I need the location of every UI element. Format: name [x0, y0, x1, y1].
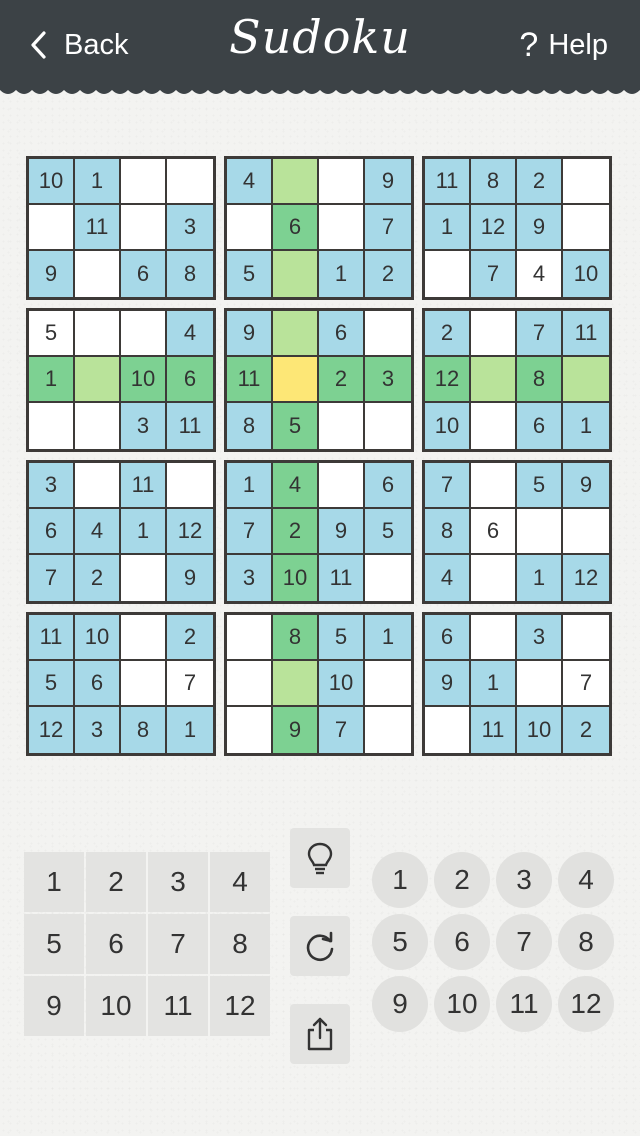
- sudoku-cell[interactable]: [273, 159, 319, 205]
- sudoku-cell[interactable]: 12: [471, 205, 517, 251]
- board-block: [422, 612, 612, 756]
- sudoku-cell[interactable]: 6: [425, 615, 471, 661]
- sudoku-cell[interactable]: [227, 661, 273, 707]
- sudoku-cell[interactable]: 5: [365, 509, 411, 555]
- sudoku-cell[interactable]: 2: [75, 555, 121, 601]
- sudoku-cell[interactable]: 7: [167, 661, 213, 707]
- sudoku-cell[interactable]: 6: [121, 251, 167, 297]
- board-block: [224, 612, 414, 756]
- back-label: Back: [64, 28, 129, 61]
- sudoku-cell[interactable]: 9: [273, 707, 319, 753]
- sudoku-cell[interactable]: 3: [167, 205, 213, 251]
- sudoku-cell[interactable]: 8: [517, 357, 563, 403]
- share-icon: [305, 1016, 335, 1052]
- number-key[interactable]: 11: [148, 976, 208, 1036]
- sudoku-cell[interactable]: [365, 403, 411, 449]
- sudoku-cell[interactable]: 8: [121, 707, 167, 753]
- header-wavy-edge: [0, 84, 640, 100]
- sudoku-cell[interactable]: 7: [365, 205, 411, 251]
- number-key[interactable]: 4: [210, 852, 270, 912]
- sudoku-cell[interactable]: 7: [29, 555, 75, 601]
- sudoku-cell[interactable]: [167, 463, 213, 509]
- pencil-number-key[interactable]: 3: [496, 852, 552, 908]
- sudoku-cell[interactable]: 3: [517, 615, 563, 661]
- sudoku-cell[interactable]: 3: [29, 463, 75, 509]
- sudoku-cell[interactable]: [471, 357, 517, 403]
- sudoku-cell[interactable]: [365, 707, 411, 753]
- sudoku-cell[interactable]: [121, 159, 167, 205]
- sudoku-cell[interactable]: [319, 463, 365, 509]
- number-key[interactable]: 8: [210, 914, 270, 974]
- pencil-number-key[interactable]: 5: [372, 914, 428, 970]
- sudoku-cell[interactable]: 1: [167, 707, 213, 753]
- pencil-number-key[interactable]: 9: [372, 976, 428, 1032]
- sudoku-cell[interactable]: 1: [29, 357, 75, 403]
- sudoku-cell[interactable]: [425, 707, 471, 753]
- sudoku-cell[interactable]: 11: [425, 159, 471, 205]
- sudoku-cell[interactable]: 1: [563, 403, 609, 449]
- pencil-number-key[interactable]: 11: [496, 976, 552, 1032]
- number-pad-square: [24, 852, 268, 1034]
- sudoku-cell[interactable]: 3: [75, 707, 121, 753]
- sudoku-cell[interactable]: 10: [121, 357, 167, 403]
- sudoku-cell[interactable]: 3: [365, 357, 411, 403]
- sudoku-cell[interactable]: 11: [29, 615, 75, 661]
- sudoku-cell[interactable]: [121, 311, 167, 357]
- board-block: [224, 308, 414, 452]
- sudoku-cell[interactable]: 10: [517, 707, 563, 753]
- question-mark-icon: ?: [519, 25, 539, 64]
- sudoku-cell[interactable]: 2: [273, 509, 319, 555]
- sudoku-cell[interactable]: 7: [517, 311, 563, 357]
- pencil-number-key[interactable]: 1: [372, 852, 428, 908]
- redo-button[interactable]: [290, 916, 350, 976]
- sudoku-cell[interactable]: [365, 555, 411, 601]
- sudoku-cell[interactable]: [167, 159, 213, 205]
- sudoku-cell[interactable]: 8: [227, 403, 273, 449]
- sudoku-cell[interactable]: 11: [75, 205, 121, 251]
- sudoku-cell[interactable]: 6: [319, 311, 365, 357]
- sudoku-cell[interactable]: [319, 403, 365, 449]
- sudoku-cell[interactable]: 11: [227, 357, 273, 403]
- sudoku-cell[interactable]: 11: [319, 555, 365, 601]
- sudoku-cell[interactable]: [563, 615, 609, 661]
- pencil-number-key[interactable]: 6: [434, 914, 490, 970]
- sudoku-cell[interactable]: 5: [319, 615, 365, 661]
- sudoku-cell[interactable]: [273, 311, 319, 357]
- sudoku-cell[interactable]: [75, 311, 121, 357]
- sudoku-cell[interactable]: 9: [365, 159, 411, 205]
- sudoku-cell[interactable]: [471, 311, 517, 357]
- sudoku-board: [26, 156, 612, 756]
- sudoku-cell[interactable]: [517, 661, 563, 707]
- sudoku-cell[interactable]: 1: [121, 509, 167, 555]
- help-label: Help: [548, 28, 608, 61]
- sudoku-cell[interactable]: 6: [29, 509, 75, 555]
- sudoku-cell[interactable]: 3: [227, 555, 273, 601]
- pencil-number-key[interactable]: 12: [558, 976, 614, 1032]
- sudoku-cell[interactable]: 9: [517, 205, 563, 251]
- number-key[interactable]: 7: [148, 914, 208, 974]
- sudoku-cell[interactable]: 12: [425, 357, 471, 403]
- sudoku-cell[interactable]: [319, 159, 365, 205]
- number-pad-circle: [372, 852, 616, 1034]
- sudoku-cell[interactable]: [563, 159, 609, 205]
- sudoku-cell[interactable]: 12: [29, 707, 75, 753]
- board-block: [422, 308, 612, 452]
- sudoku-cell[interactable]: 1: [75, 159, 121, 205]
- sudoku-cell[interactable]: 4: [273, 463, 319, 509]
- sudoku-cell[interactable]: [517, 509, 563, 555]
- chevron-left-icon: [30, 31, 46, 59]
- sudoku-cell[interactable]: 10: [563, 251, 609, 297]
- sudoku-cell[interactable]: 7: [319, 707, 365, 753]
- sudoku-cell[interactable]: 5: [517, 463, 563, 509]
- sudoku-cell[interactable]: 1: [319, 251, 365, 297]
- sudoku-cell[interactable]: 6: [75, 661, 121, 707]
- sudoku-cell[interactable]: 2: [319, 357, 365, 403]
- sudoku-cell[interactable]: [365, 311, 411, 357]
- sudoku-cell[interactable]: 8: [167, 251, 213, 297]
- pencil-number-key[interactable]: 8: [558, 914, 614, 970]
- number-key[interactable]: 9: [24, 976, 84, 1036]
- sudoku-cell[interactable]: [563, 205, 609, 251]
- sudoku-cell[interactable]: [121, 615, 167, 661]
- sudoku-cell[interactable]: [227, 707, 273, 753]
- sudoku-cell[interactable]: [121, 205, 167, 251]
- hint-button[interactable]: [290, 828, 350, 888]
- number-key[interactable]: 3: [148, 852, 208, 912]
- pencil-number-key[interactable]: 2: [434, 852, 490, 908]
- sudoku-cell[interactable]: 6: [471, 509, 517, 555]
- sudoku-cell[interactable]: 9: [29, 251, 75, 297]
- sudoku-cell[interactable]: 4: [75, 509, 121, 555]
- sudoku-cell[interactable]: 9: [563, 463, 609, 509]
- board-block: [224, 460, 414, 604]
- sudoku-cell[interactable]: [29, 403, 75, 449]
- sudoku-cell[interactable]: 1: [471, 661, 517, 707]
- sudoku-cell[interactable]: [563, 357, 609, 403]
- sudoku-cell[interactable]: [563, 509, 609, 555]
- number-key[interactable]: 10: [86, 976, 146, 1036]
- top-bar: [0, 0, 640, 90]
- number-key[interactable]: 2: [86, 852, 146, 912]
- sudoku-cell[interactable]: 4: [167, 311, 213, 357]
- sudoku-cell[interactable]: [75, 403, 121, 449]
- board-block: [26, 308, 216, 452]
- board-block: [26, 612, 216, 756]
- sudoku-cell[interactable]: 7: [471, 251, 517, 297]
- sudoku-cell[interactable]: 10: [75, 615, 121, 661]
- sudoku-cell[interactable]: [471, 615, 517, 661]
- sudoku-cell[interactable]: 5: [227, 251, 273, 297]
- sudoku-cell[interactable]: [471, 555, 517, 601]
- sudoku-cell[interactable]: 2: [563, 707, 609, 753]
- sudoku-cell[interactable]: 9: [319, 509, 365, 555]
- sudoku-cell[interactable]: [425, 251, 471, 297]
- sudoku-cell[interactable]: [29, 205, 75, 251]
- sudoku-cell[interactable]: 1: [365, 615, 411, 661]
- sudoku-cell[interactable]: 11: [121, 463, 167, 509]
- number-key[interactable]: 6: [86, 914, 146, 974]
- sudoku-cell[interactable]: 12: [167, 509, 213, 555]
- pencil-number-key[interactable]: 10: [434, 976, 490, 1032]
- sudoku-cell[interactable]: 8: [471, 159, 517, 205]
- help-button[interactable]: [519, 24, 608, 66]
- sudoku-cell[interactable]: 10: [425, 403, 471, 449]
- number-key[interactable]: 1: [24, 852, 84, 912]
- sudoku-cell[interactable]: 1: [425, 205, 471, 251]
- sudoku-cell[interactable]: 1: [227, 463, 273, 509]
- board-block: [224, 156, 414, 300]
- sudoku-cell[interactable]: [471, 403, 517, 449]
- sudoku-cell[interactable]: 8: [273, 615, 319, 661]
- sudoku-cell[interactable]: 7: [563, 661, 609, 707]
- sudoku-cell[interactable]: 5: [29, 661, 75, 707]
- sudoku-cell[interactable]: [121, 555, 167, 601]
- number-key[interactable]: 12: [210, 976, 270, 1036]
- lightbulb-icon: [305, 841, 335, 875]
- sudoku-cell[interactable]: 4: [425, 555, 471, 601]
- sudoku-cell[interactable]: [75, 463, 121, 509]
- sudoku-cell[interactable]: 1: [517, 555, 563, 601]
- sudoku-cell[interactable]: 2: [365, 251, 411, 297]
- sudoku-cell[interactable]: [319, 205, 365, 251]
- sudoku-cell[interactable]: 11: [471, 707, 517, 753]
- redo-arrow-icon: [303, 929, 337, 963]
- sudoku-cell[interactable]: [471, 463, 517, 509]
- sudoku-cell[interactable]: [273, 661, 319, 707]
- sudoku-cell[interactable]: [75, 357, 121, 403]
- sudoku-cell[interactable]: 9: [227, 311, 273, 357]
- sudoku-cell[interactable]: 6: [517, 403, 563, 449]
- sudoku-cell[interactable]: 3: [121, 403, 167, 449]
- sudoku-cell[interactable]: 2: [167, 615, 213, 661]
- sudoku-cell[interactable]: 2: [425, 311, 471, 357]
- sudoku-cell[interactable]: [75, 251, 121, 297]
- sudoku-cell[interactable]: 9: [425, 661, 471, 707]
- sudoku-cell[interactable]: [273, 251, 319, 297]
- sudoku-cell[interactable]: 9: [167, 555, 213, 601]
- sudoku-cell[interactable]: [121, 661, 167, 707]
- sudoku-cell[interactable]: 7: [425, 463, 471, 509]
- sudoku-cell[interactable]: [273, 357, 319, 403]
- back-button[interactable]: [30, 24, 128, 66]
- pencil-number-key[interactable]: 7: [496, 914, 552, 970]
- sudoku-cell[interactable]: 10: [319, 661, 365, 707]
- share-button[interactable]: [290, 1004, 350, 1064]
- sudoku-cell[interactable]: 6: [273, 205, 319, 251]
- board-block: [26, 460, 216, 604]
- sudoku-cell[interactable]: 5: [273, 403, 319, 449]
- number-key[interactable]: 5: [24, 914, 84, 974]
- sudoku-cell[interactable]: 4: [517, 251, 563, 297]
- sudoku-cell[interactable]: 10: [29, 159, 75, 205]
- sudoku-cell[interactable]: 4: [227, 159, 273, 205]
- pencil-number-key[interactable]: 4: [558, 852, 614, 908]
- app-title: Sudoku: [229, 10, 411, 64]
- sudoku-cell[interactable]: [227, 615, 273, 661]
- sudoku-cell[interactable]: 6: [365, 463, 411, 509]
- sudoku-cell[interactable]: 12: [563, 555, 609, 601]
- sudoku-cell[interactable]: 2: [517, 159, 563, 205]
- sudoku-cell[interactable]: [365, 661, 411, 707]
- board-block: [422, 156, 612, 300]
- sudoku-cell[interactable]: 6: [167, 357, 213, 403]
- sudoku-cell[interactable]: 11: [563, 311, 609, 357]
- sudoku-cell[interactable]: 11: [167, 403, 213, 449]
- sudoku-cell[interactable]: [227, 205, 273, 251]
- sudoku-cell[interactable]: 10: [273, 555, 319, 601]
- sudoku-cell[interactable]: 8: [425, 509, 471, 555]
- sudoku-cell[interactable]: 7: [227, 509, 273, 555]
- board-block: [422, 460, 612, 604]
- board-block: [26, 156, 216, 300]
- sudoku-cell[interactable]: 5: [29, 311, 75, 357]
